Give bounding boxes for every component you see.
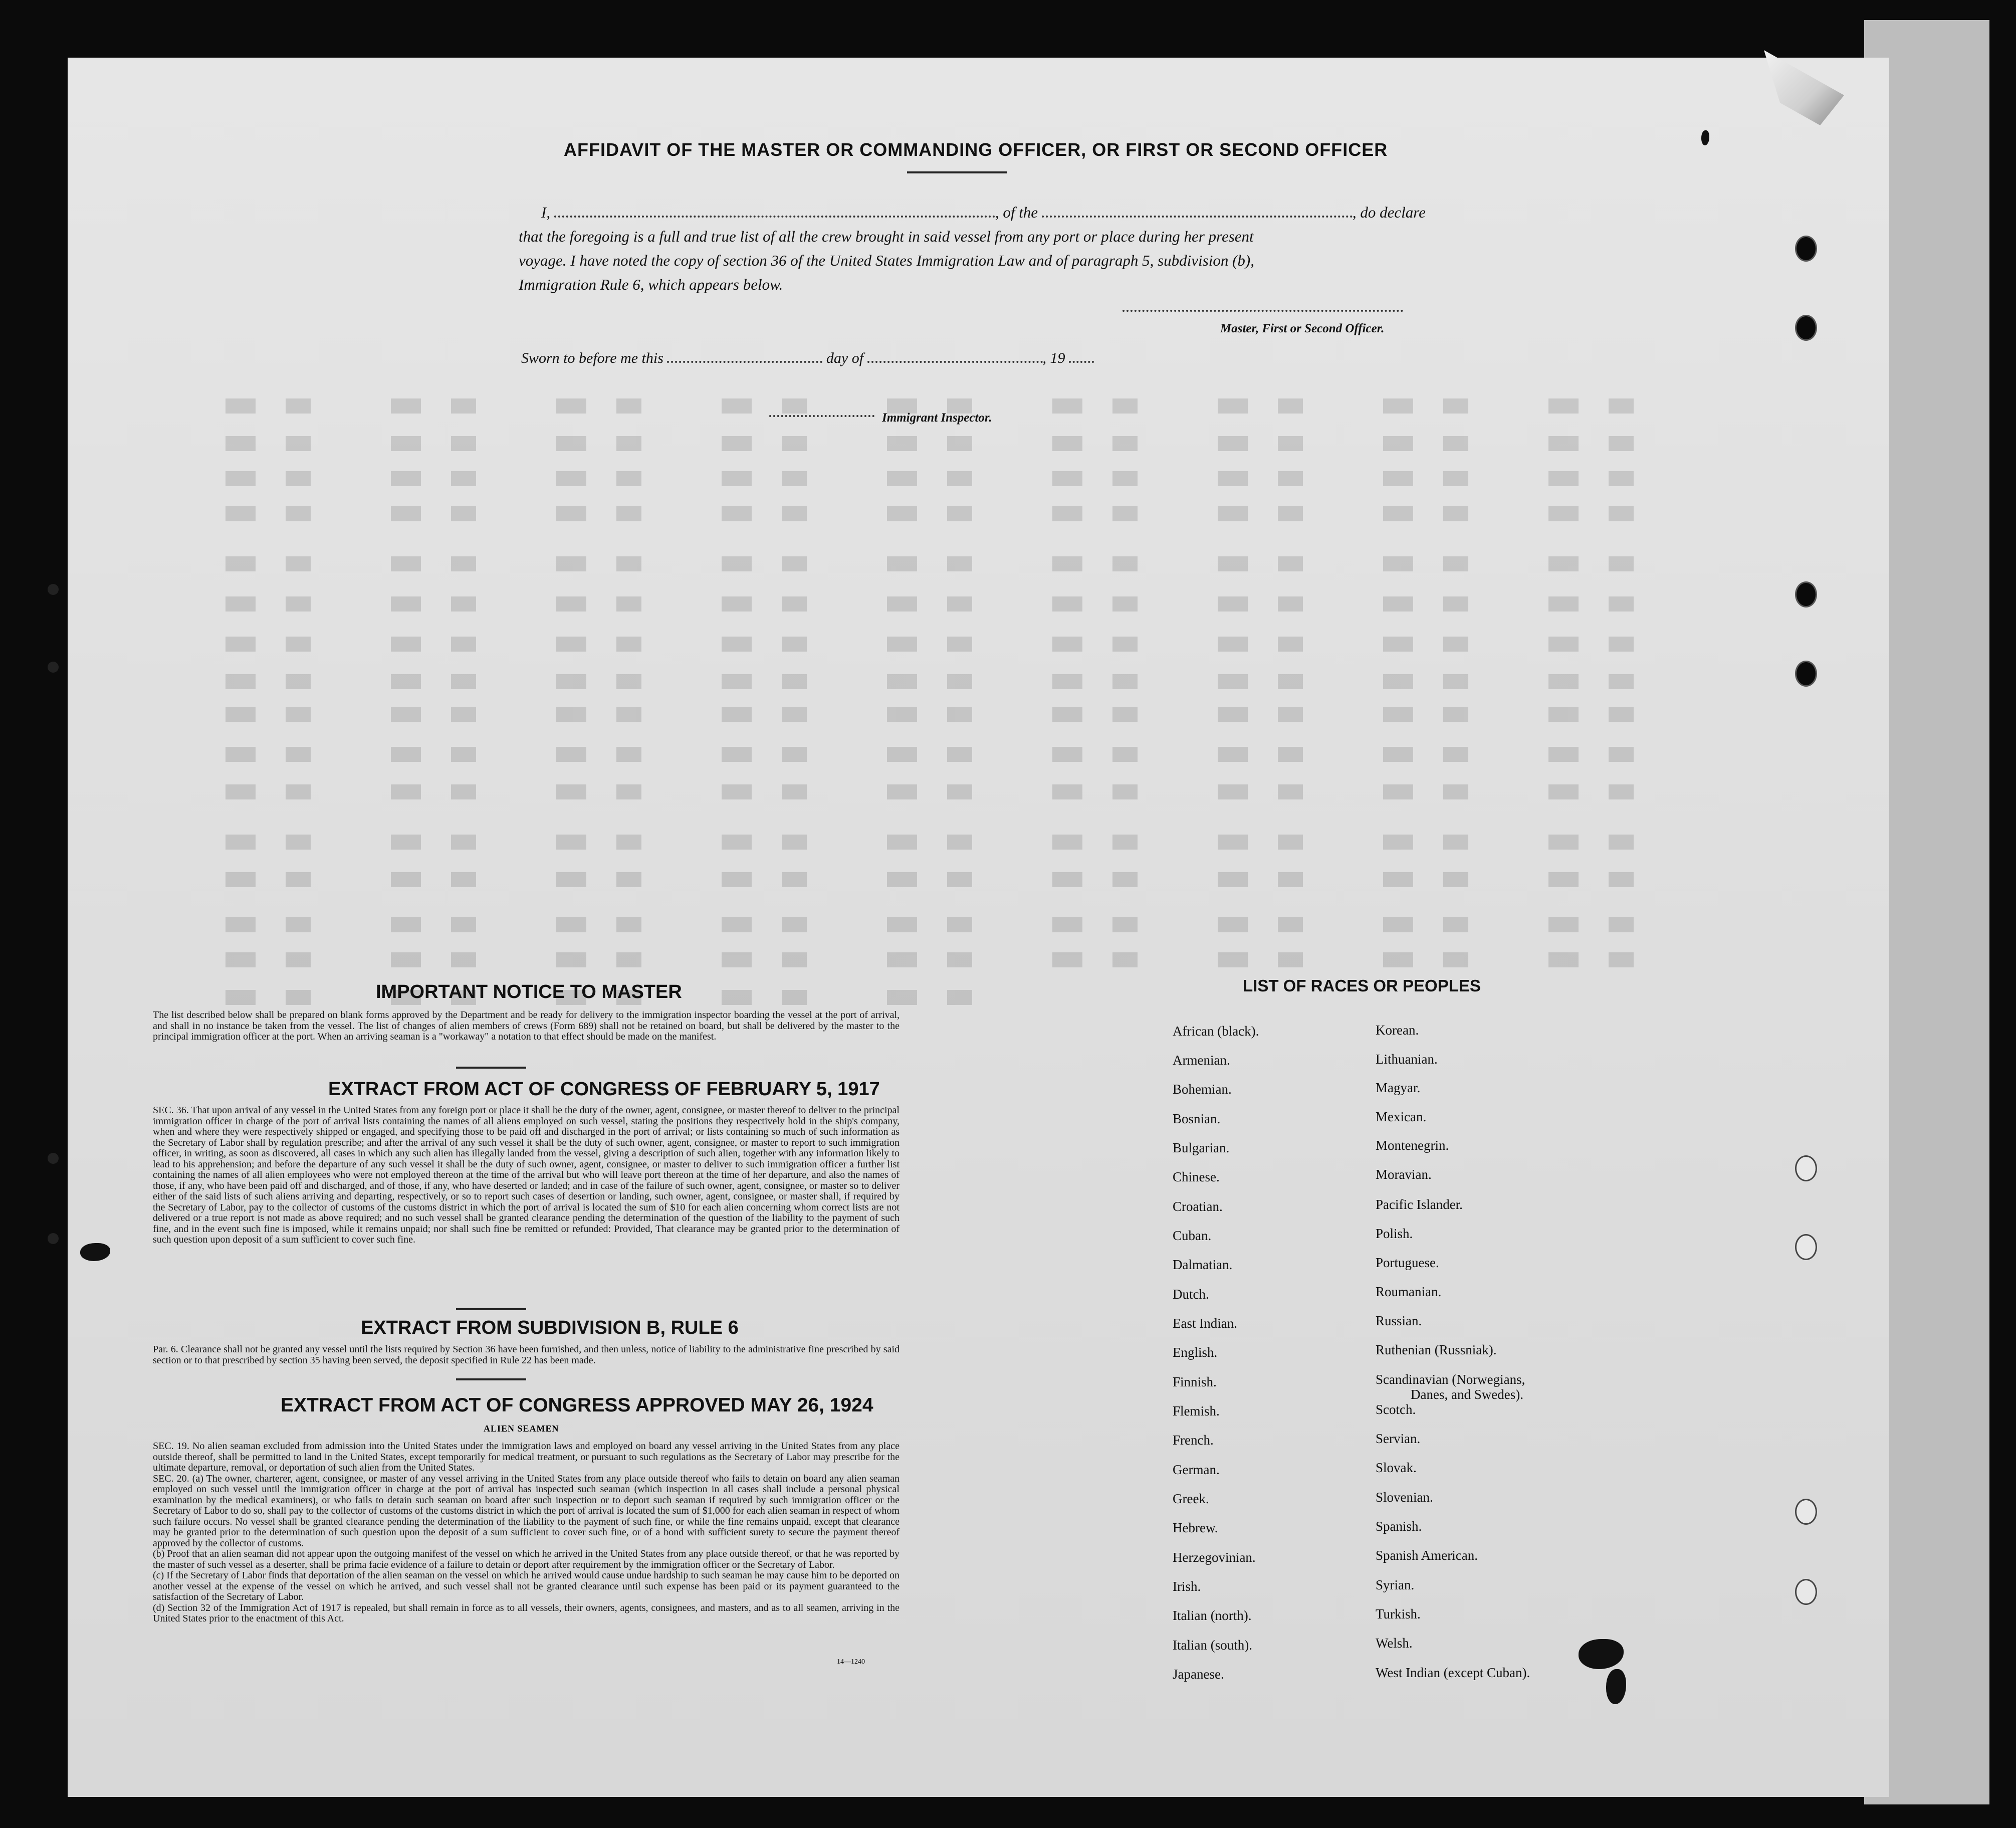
- race-item: Croatian.: [1173, 1199, 1223, 1214]
- declaration-do-declare: , do declare: [1352, 204, 1426, 221]
- race-item: Korean.: [1376, 1023, 1419, 1038]
- race-item: Dalmatian.: [1173, 1257, 1233, 1272]
- race-item: English.: [1173, 1345, 1218, 1360]
- binder-hole: [1795, 661, 1817, 687]
- race-item: Slovenian.: [1376, 1490, 1433, 1505]
- race-item: Spanish.: [1376, 1519, 1422, 1534]
- declaration-i: I,: [541, 204, 551, 221]
- rule6-body: Par. 6. Clearance shall not be granted any vessel until the lists required by Section 36 have been furnished, and then unless, notice of liability to the administrative fine prescribed by said section or to that prescribed by section 35 having been served, the deposit specified in Rule 22 has been made.: [153, 1344, 900, 1366]
- edge-punch: [48, 1153, 59, 1164]
- declaration-line-3: voyage. I have noted the copy of section 36 of the United States Immigration Law and of paragraph 5, subdivision (b),: [519, 252, 1254, 269]
- race-item: Lithuanian.: [1376, 1052, 1438, 1067]
- title-divider: [907, 171, 1007, 173]
- race-item: Syrian.: [1376, 1577, 1415, 1592]
- declaration-of-the: , of the: [995, 204, 1038, 221]
- race-item: Mexican.: [1376, 1109, 1427, 1124]
- rule6-divider: [456, 1378, 526, 1380]
- race-item: Danes, and Swedes).: [1411, 1387, 1523, 1402]
- race-item: Pacific Islander.: [1376, 1197, 1463, 1212]
- extract-1917-body: SEC. 36. That upon arrival of any vessel in the United States from any foreign port or place it shall be the duty of the owner, agent, consignee, or master thereof to deliver to the principal immigration officer in charge of the port of arrival lists containing the names of all aliens employed on such vessel, stating the positions they respectively hold in the ship's company, when and where they were respectively shipped or engaged, and specifying those to be paid off and discharged in the port of arrival; or lists containing so much of such information as the Secretary of Labor shall by regulation prescribe; and after the arrival of any such vessel it shall be the duty of such owner, agent, consignee, or master to report to such immigration officer, in writing, as soon as discovered, all cases in which any such alien has illegally landed from the vessel, giving a description of such alien, together with any information likely to lead to his apprehension; and before the departure of any such vessel it shall be the duty of such owner, agent, consignee, or master to deliver to such immigration officer a further list containing the names of all alien employees who were not employed thereon at the time of the arrival but who will leave port thereon at the time of her departure, and also the names of those, if any, who have been paid off and discharged, and of those, if any, who have deserted or landed; and in case of the failure of such owner, agent, consignee, or master so to deliver either of the said lists of such aliens arriving and departing, respectively, or so to report such cases of desertion or landing, such owner, agent, consignee, or master shall, if required by the Secretary of Labor, pay to the collector of customs of the customs district in which the port of arrival is located the sum of $10 for each alien concerning whom correct lists are not delivered or a true report is not made as above required; and no such vessel shall be granted clearance pending the determination of the question of the liability to the payment of such fine, and in the event such fine is imposed, while it remains unpaid; nor shall such fine be remitted or refunded: Provided, That clearance may be granted prior to the determination of such question upon deposit of a sum sufficient to cover such fine.: [153, 1105, 900, 1245]
- inspector-caption: Immigrant Inspector.: [882, 411, 992, 425]
- edge-punch: [48, 1233, 59, 1244]
- declaration-text: [519, 200, 1451, 297]
- race-item: Herzegovinian.: [1173, 1550, 1256, 1565]
- extract-1917-title: EXTRACT FROM ACT OF CONGRESS OF FEBRUARY 5, 1917: [328, 1079, 880, 1100]
- master-signature-caption: Master, First or Second Officer.: [1220, 322, 1385, 335]
- inspector-signature-line: [769, 415, 874, 417]
- binder-hole: [1795, 1579, 1817, 1605]
- year-label: , 19: [1042, 350, 1065, 366]
- month-blank: [867, 361, 1043, 363]
- race-item: Polish.: [1376, 1226, 1413, 1241]
- binder-hole: [1795, 1234, 1817, 1260]
- form-number: 14—1240: [837, 1658, 865, 1666]
- extract-1924-title: EXTRACT FROM ACT OF CONGRESS APPROVED MAY 26, 1924: [281, 1394, 873, 1416]
- race-item: Bulgarian.: [1173, 1140, 1230, 1155]
- race-item: Ruthenian (Russniak).: [1376, 1342, 1497, 1357]
- day-of-label: day of: [826, 350, 864, 366]
- race-item: Slovak.: [1376, 1460, 1417, 1475]
- race-item: Flemish.: [1173, 1403, 1220, 1418]
- race-item: Japanese.: [1173, 1667, 1224, 1682]
- edge-punch: [48, 662, 59, 673]
- notice-body: The list described below shall be prepared on blank forms approved by the Department and be ready for delivery to the immigration inspector boarding the vessel at the port of arrival, and shall in no instance be taken from the vessel. The list of changes of alien members of crews (Form 689) shall not be retained on board, but shall be delivered by the master to the principal immigration officer at the port. When an arriving seaman is a "workaway" a notation to that effect should be made on the manifest.: [153, 1009, 900, 1042]
- race-item: Irish.: [1173, 1579, 1201, 1594]
- alien-seamen-subtitle: ALIEN SEAMEN: [484, 1424, 559, 1434]
- race-item: Magyar.: [1376, 1080, 1421, 1095]
- race-item: East Indian.: [1173, 1316, 1237, 1331]
- race-item: Bosnian.: [1173, 1111, 1221, 1126]
- affidavit-title: AFFIDAVIT OF THE MASTER OR COMMANDING OFFICER, OR FIRST OR SECOND OFFICER: [564, 139, 1388, 160]
- extract-1917-divider: [456, 1308, 526, 1310]
- binder-hole: [1795, 236, 1817, 262]
- race-item: Finnish.: [1173, 1374, 1217, 1389]
- race-item: Italian (north).: [1173, 1608, 1252, 1623]
- race-item: Moravian.: [1376, 1167, 1432, 1182]
- notice-title: IMPORTANT NOTICE TO MASTER: [376, 981, 682, 1002]
- race-item: Dutch.: [1173, 1287, 1209, 1302]
- race-item: African (black).: [1173, 1024, 1259, 1039]
- race-item: Turkish.: [1376, 1606, 1421, 1621]
- binder-hole: [1795, 1499, 1817, 1525]
- binder-hole: [1795, 1155, 1817, 1181]
- race-item: Hebrew.: [1173, 1520, 1218, 1535]
- race-item: Armenian.: [1173, 1053, 1230, 1068]
- race-item: Chinese.: [1173, 1169, 1220, 1184]
- extract-1924-body: SEC. 19. No alien seaman excluded from admission into the United States under the immigration laws and employed on board any vessel arriving in the United States from any place outside thereof, shall be permitted to land in the United States, except temporarily for medical treatment, or pursuant to such regulations as the Secretary of Labor may prescribe for the ultimate departure, removal, or deportation of such alien from the United States. SEC. 20. (a) The owner, charterer, agent, consignee, or master of any vessel arriving in the United States from any place outside thereof who fails to detain on board any alien seaman employed on such vessel until the immigration officer in charge at the port of arrival has inspected such seaman (which inspection in all cases shall include a personal physical examination by the medical examiners), or who fails to detain such seaman on board after such inspection or to deport such seaman if required by such immigration officer or the Secretary of Labor to do so, shall pay to the collector of customs of the customs district in which the port of arrival is located the sum of $1,000 for each alien seaman in respect of whom such failure occurs. No vessel shall be granted clearance pending the determination of the liability to the payment of such fine, or while the fine remains unpaid, except that clearance may be granted prior to the determination of such question upon the deposit of a sum sufficient to cover such fine, or of a bond with sufficient surety to secure the payment thereof approved by the collector of customs. (b) Proof that an alien seaman did not appear upon the outgoing manifest of the vessel on which he arrived in the United States from any place outside thereof, or that he was reported by the master of such vessel as a deserter, shall be prima facie evidence of a failure to detain or deport after requirement by the immigration officer or the Secretary of Labor. (c) If the Secretary of Labor finds that deportation of the alien seaman on the vessel on which he arrived would cause undue hardship to such seaman he may cause him to be deported on another vessel at the expense of the vessel on which he arrived, and such vessel shall not be granted clearance until such expense has been paid or its payment guaranteed to the satisfaction of the Secretary of Labor. (d) Section 32 of the Immigration Act of 1917 is repealed, but shall remain in force as to all vessels, their owners, agents, consignees, and masters, and as to all seamen, arriving in the United States prior to the enactment of this Act.: [153, 1441, 900, 1624]
- declaration-line-2: that the foregoing is a full and true list of all the crew brought in said vessel from any port or place during her present: [519, 228, 1254, 245]
- race-item: Cuban.: [1173, 1228, 1212, 1243]
- race-item: Bohemian.: [1173, 1082, 1232, 1097]
- edge-punch: [48, 584, 59, 595]
- rule6-title: EXTRACT FROM SUBDIVISION B, RULE 6: [361, 1317, 739, 1338]
- binder-hole: [1795, 581, 1817, 607]
- name-blank: [554, 216, 995, 218]
- race-item: Russian.: [1376, 1313, 1422, 1328]
- master-signature-line: [1123, 310, 1403, 312]
- race-item: Montenegrin.: [1376, 1138, 1449, 1153]
- race-item: Scotch.: [1376, 1402, 1416, 1417]
- race-item: French.: [1173, 1433, 1214, 1448]
- vessel-blank: [1042, 216, 1353, 218]
- race-item: Greek.: [1173, 1491, 1209, 1506]
- binder-hole: [1795, 315, 1817, 341]
- race-item: Roumanian.: [1376, 1284, 1442, 1299]
- races-title: LIST OF RACES OR PEOPLES: [1243, 976, 1481, 995]
- race-item: Italian (south).: [1173, 1638, 1252, 1653]
- notice-divider: [456, 1067, 526, 1069]
- year-blank: [1069, 361, 1094, 363]
- race-item: Scandinavian (Norwegians,: [1376, 1372, 1525, 1387]
- race-item: Spanish American.: [1376, 1548, 1478, 1563]
- day-blank: [667, 361, 822, 363]
- declaration-line-4: Immigration Rule 6, which appears below.: [519, 276, 783, 293]
- race-item: German.: [1173, 1462, 1220, 1477]
- race-item: Servian.: [1376, 1431, 1421, 1446]
- sworn-line: [521, 350, 1094, 367]
- race-item: Portuguese.: [1376, 1255, 1439, 1270]
- race-item: West Indian (except Cuban).: [1376, 1665, 1530, 1680]
- sworn-label: Sworn to before me this: [521, 350, 663, 366]
- race-item: Welsh.: [1376, 1636, 1413, 1651]
